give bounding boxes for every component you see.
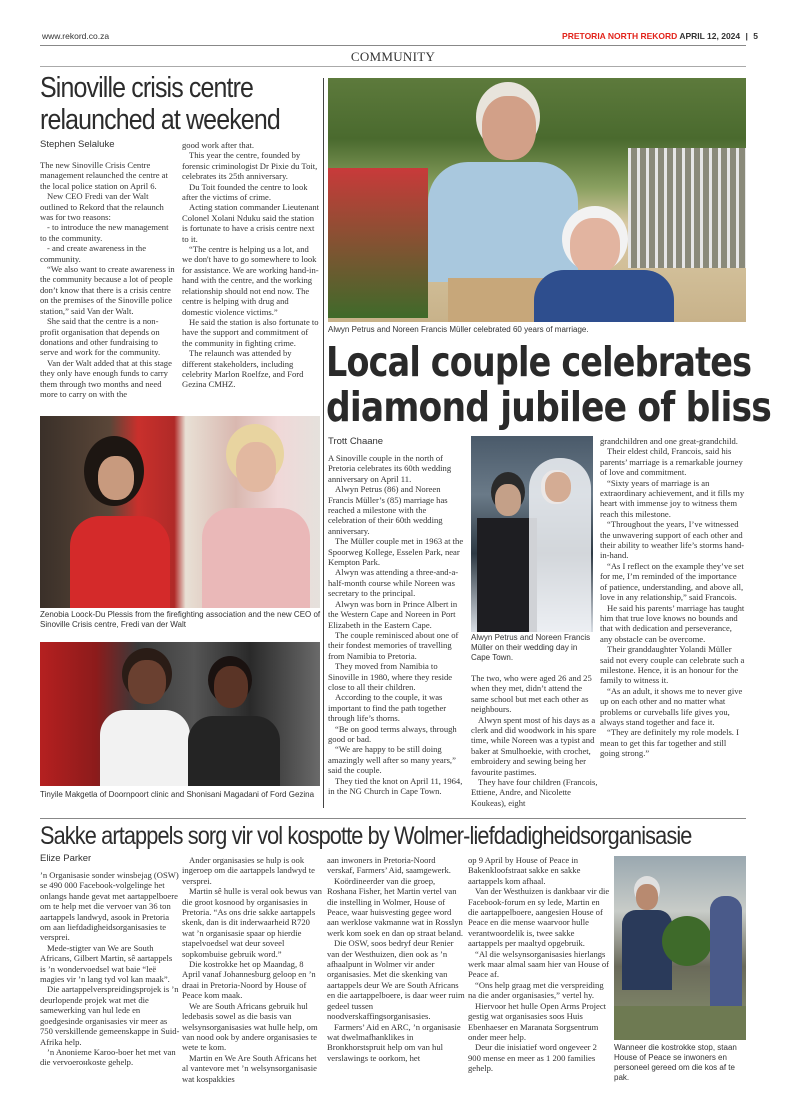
header-rule (40, 45, 746, 46)
article2-byline: Trott Chaane (328, 436, 384, 447)
article2-column-2 (471, 673, 599, 808)
section-title: COMMUNITY (350, 49, 436, 64)
photo-caption: Alwyn Petrus and Noreen Francis Müller on their wedding day in Cape Town. (471, 633, 591, 662)
article3-headline: Sakke artappels sorg vir vol kospotte by Wolmer-liefdadigheidsorganisasie (40, 822, 692, 850)
paragraph: He said the station is also fortunate to have the support and commitment of the community in fighting crime. (182, 316, 319, 348)
paragraph: “As I reflect on the example they’ve set for me, I’m reminded of the importance of patience, understanding, and above all, love in any relationship,” said Francois. (600, 560, 744, 603)
paragraph: ’n Organisasie sonder winsbejag (OSW) se 490 000 Facebook-volgelinge het onlangs hande gevat met aartappelboere om te help met die vervoer van 36 ton aartappels landwyd, asook in Pretoria om aan liefdadigheidsorganisasies te versprei. (40, 870, 179, 943)
photo-food-truck-unloading (614, 856, 746, 1040)
paragraph: Van der Walt added that at this stage they only have enough funds to carry them through two months and need more to carry on with the (40, 357, 172, 399)
paragraph: A Sinoville couple in the north of Pretoria celebrates its 60th wedding anniversary on April 11. (328, 453, 452, 484)
paragraph: Hiervoor het hulle Open Arms Project gestig wat organisasies soos Huis Ebenhaeser en Maranata Sorgsentrum onder meer help. (468, 1000, 607, 1042)
section-rule (40, 66, 746, 67)
article1-column-2 (182, 140, 320, 390)
article2-column-1 (328, 453, 466, 796)
paragraph: - and create awareness in the community. (40, 243, 147, 264)
paragraph: The relaunch was attended by different stakeholders, including celebrity Marlon Roelfze, and Ford Gezina CMHZ. (182, 348, 304, 390)
article1-byline: Stephen Selaluke (40, 139, 115, 150)
article3-column-2 (182, 855, 322, 1084)
paragraph: Acting station commander Lieutenant Colonel Xolani Nduku said the station is fortunate to have a crisis centre next to it. (182, 202, 320, 244)
paragraph: The couple reminisced about one of their fondest memories of travelling from Namibia to Pretoria. (328, 629, 459, 661)
article1-headline (40, 72, 320, 136)
paragraph: They moved from Namibia to Sinoville in 1980, where they reside close to all their children. (328, 661, 453, 692)
masthead-info (562, 31, 758, 41)
paragraph: Die OSW, soos bedryf deur Renier van der Westhuizen, dien ook as ’n afhaalpunt in Wolmer vir ander organisasies. Met die skenking van aartappels deur We are South Africans en die aartappelboere, is daar weer ruim gedeel tussen noodverskaffingsorganisasies. (327, 938, 465, 1022)
paragraph: Farmers’ Aid en ARC, ’n organisasie wat dwelmafhanklikes in Bronkhorstspruit help om van hul verslawings te oorkom, het (327, 1021, 461, 1063)
paragraph: The Müller couple met in 1963 at the Spoorweg Kollege, Esselen Park, near Kempton Park. (328, 536, 464, 568)
paragraph: good work after that. (182, 140, 255, 150)
website-url: www.rekord.co.za (42, 31, 110, 41)
paragraph: Their granddaughter Yolandi Müller said not every couple can celebrate such a milestone. Hence, it is an honour for the family to witness it. (600, 644, 745, 686)
paragraph: “They are definitely my role models. I mean to get this far together and still going strong.” (600, 727, 739, 759)
paragraph: Die kostrokke het op Maandag, 8 April vanaf Johannesburg geloop en ’n draai in Pretoria-Noord by House of Peace kom maak. (182, 959, 316, 1001)
paragraph: He said his parents’ marriage has taught him that true love knows no bounds and that with dedication and perseverance, any obstacle can be overcome. (600, 602, 745, 644)
article-divider (40, 818, 746, 819)
paragraph: - to introduce the new management to the community. (40, 222, 169, 243)
publication-name: PRETORIA NORTH REKORD (562, 31, 678, 41)
article3-byline: Elize Parker (40, 853, 92, 864)
paragraph: Their eldest child, Francois, said his parents’ marriage is a remarkable journey of love and commitment. (600, 446, 743, 478)
article2-headline (326, 340, 786, 430)
article3-column-4 (468, 855, 610, 1074)
paragraph: According to the couple, it was important to find the path together through life’s thorns. (328, 692, 447, 724)
paragraph: The new Sinoville Crisis Centre management relaunched the centre at the local police station on April 6. (40, 160, 168, 191)
separator: | (745, 31, 748, 41)
paragraph: op 9 April by House of Peace in Bakenkloofstraat sakke en sakke aartappels kom afhaal. (468, 855, 581, 886)
article2-column-3 (600, 436, 746, 759)
paragraph: Alwyn was born in Prince Albert in the Western Cape and Noreen in Port Elizabeth in the Eastern Cape. (328, 598, 458, 630)
photo-caption: Tinyile Makgetla of Doornpoort clinic and Shonisani Magadani of Ford Gezina (40, 790, 315, 799)
paragraph: “We also want to create awareness in the community because a lot of people don’t know that there is a crisis centre on the premises of the Sinoville police station,” said Van der Walt. (40, 264, 175, 316)
paragraph: Die aartappelverspreidingsprojek is ’n deurlopende projek wat met die samewerking van hul lede en goedgesinde organisasies vir meer as 750 verskillende gemeenskappe in Suid-Afrika help. (40, 984, 180, 1047)
paragraph: They have four children (Francois, Ettiene, Andre, and Nicolette Koukeas), eight (471, 777, 598, 808)
paragraph: Martin sê hulle is veral ook bewus van die groot kosnood by organisasies in Pretoria. “As ons drie sakke aartappels skenk, dan is dit inderwaarheid R720 wat ’n organisasie spaar op hierdie stapelvoedsel wat deur soveel sopkombuise gebruik word.” (182, 886, 322, 959)
photo-caption: Wanneer die kostrokke stop, staan House of Peace se inwoners en personeel gereed om die kos af te pak. (614, 1043, 737, 1082)
headline-line-2: relaunched at weekend (40, 104, 280, 136)
paragraph: ’n Anonieme Karoo-boer het met van die vervoerонkoste gehelp. (40, 1046, 176, 1068)
headline-line-2: diamond jubilee of bliss (326, 383, 772, 431)
paragraph: “Ons help graag met die verspreiding na die ander organisasies,” vertel hy. (468, 979, 604, 1001)
paragraph: Alwyn spent most of his days as a clerk and did woodwork in his spare time, while Noreen was a typist and baker at Smulhoekie, with crochet, embroidery and sewing being her favourite pastimes. (471, 714, 597, 777)
paragraph: This year the centre, founded by forensic criminologist Dr Pixie du Toit, celebrates its 25th anniversary. (182, 150, 318, 182)
issue-date: APRIL 12, 2024 (679, 31, 741, 41)
paragraph: grandchildren and one great-grandchild. (600, 436, 738, 446)
paragraph: Du Toit founded the centre to look after the victims of crime. (182, 181, 308, 203)
headline-line-1: Local couple celebrates (326, 338, 752, 386)
paragraph: “Throughout the years, I’ve witnessed the unwavering support of each other and their ability to weather life’s storms hand-in-hand. (600, 519, 745, 561)
paragraph: “Be on good terms always, through good or bad. (328, 723, 457, 744)
paragraph: They tied the knot on April 11, 1964, in the NG Church in Cape Town. (328, 775, 463, 796)
photo-caption: Zenobia Loock-Du Plessis from the firefighting association and the new CEO of Sinoville Crisis centre, Fredi van der Walt (40, 610, 321, 629)
paragraph: She said that the centre is a non-profit organisation that depends on donations and other fundraising to serve and work for the community. (40, 316, 161, 358)
paragraph: New CEO Fredi van der Walt outlined to Rekord that the relaunch was for two reasons: (40, 191, 164, 223)
article3-column-3 (327, 855, 465, 1063)
photo-muller-couple (328, 78, 746, 322)
paragraph: We are South Africans gebruik hul ledebasis sowel as die basis van welsynsorganisasies wat hulle help, om van nood ook by andere organisasies te wete te kom. (182, 1000, 318, 1053)
photo-caption: Alwyn Petrus and Noreen Francis Müller celebrated 60 years of marriage. (328, 325, 589, 334)
paragraph: aan inwoners in Pretoria-Noord verskaf, Farmers’ Aid, saamgewerk. (327, 855, 451, 876)
headline-line-1: Sinoville crisis centre (40, 72, 254, 104)
photo-tinyile-and-shonisani (40, 642, 320, 786)
paragraph: The two, who were aged 26 and 25 when they met, didn’t attend the same school but met each other as neighbours. (471, 673, 592, 715)
paragraph: “We are happy to be still doing amazingly well after so many years,” said the couple. (328, 744, 456, 776)
paragraph: “Al die welsynsorganisasies hierlangs werk maar almal saam hier van House of Peace af. (468, 948, 610, 980)
page-number: 5 (753, 31, 758, 41)
paragraph: “As an adult, it shows me to never give up on each other and no matter what problems or curveballs life gives you, always stand together and face it. (600, 685, 743, 727)
photo-wedding-day (471, 436, 593, 632)
paragraph: “Sixty years of marriage is an extraordinary achievement, and it fills my heart with immense joy to witness them reach this milestone. (600, 477, 745, 519)
paragraph: Alwyn Petrus (86) and Noreen Francis Müller’s (85) marriage has reached a milestone with the celebration of their 60th wedding anniversary. (328, 484, 448, 536)
paragraph: Mede-stigter van We are South Africans, Gilbert Martin, sê aartappels is ’n wondervoedsel wat baie “leë magies vir ’n lang tyd vol kan maak”. (40, 942, 173, 985)
paragraph: Martin en We Are South Africans het al vantevore met ’n welsynsorganisasie wat kospakkies (182, 1052, 317, 1084)
paragraph: Van der Westhuizen is dankbaar vir die Facebook-forum en sy lede, Martin en die aartappelboere, aangesien House of Peace en die mense waarvoor hulle verantwoordelik is, twee sakke aartappels per maaltyd opgebruik. (468, 886, 610, 949)
paragraph: Koördineerder van die groep, Roshana Fisher, het Martin vertel van die instelling in Wolmer, House of Peace, waar huisvesting gegee word aan werklose vakmanne wat in Rosslyn werk kom soek en dan op straat beland. (327, 875, 464, 938)
article3-column-1 (40, 870, 180, 1068)
paragraph: Deur die inisiatief word ongeveer 2 900 mense en meer as 1 200 families gehelp. (468, 1042, 597, 1074)
paragraph: “The centre is helping us a lot, and we don't have to go somewhere to look for assistance. We are working hand-in-hand with the centre, and the working relationship should not end now. The centre is helping with drug and domestic violence victims.” (182, 244, 319, 317)
paragraph: Ander organisasies se hulp is ook ingeroep om die aartappels landwyd te versprei. (182, 855, 315, 886)
column-divider (323, 78, 324, 808)
paragraph: Alwyn was attending a three-and-a-half-month course while Noreen was secretary to the principal. (328, 567, 459, 599)
article1-column-1 (40, 160, 176, 399)
photo-zenobia-and-fredi (40, 416, 320, 608)
